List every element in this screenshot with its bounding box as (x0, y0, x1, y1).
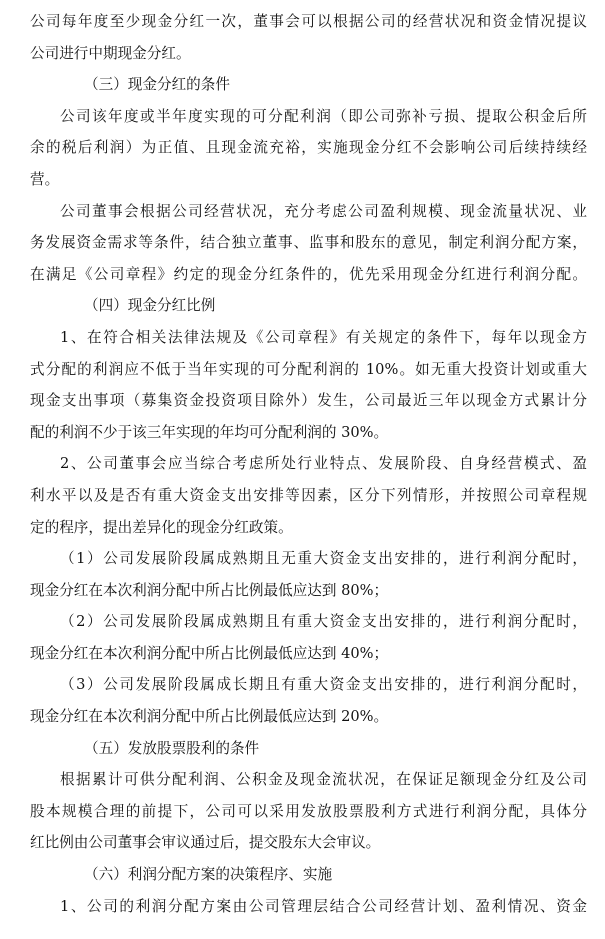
text-line: （1）公司发展阶段属成熟期且无重大资金支出安排的，进行利润分配时， (60, 550, 587, 568)
section-heading: （三）现金分红的条件 (84, 76, 230, 94)
section-heading: （五）发放股票股利的条件 (84, 739, 260, 757)
text-line: 公司该年度或半年度实现的可分配利润（即公司弥补亏损、提取公积金后所 (60, 107, 587, 125)
text-line: 股本规模合理的前提下，公司可以采用发放股票股利方式进行利润分配，具体分 (30, 802, 587, 820)
text-line: 定的程序，提出差异化的现金分红政策。 (30, 518, 293, 536)
section-heading: （六）利润分配方案的决策程序、实施 (84, 866, 333, 884)
text-line: 公司进行中期现金分红。 (30, 44, 191, 62)
text-line: 红比例由公司董事会审议通过后，提交股东大会审议。 (30, 834, 381, 852)
text-line: （2）公司发展阶段属成熟期且有重大资金支出安排的，进行利润分配时， (60, 613, 587, 631)
text-line: （3）公司发展阶段属成长期且有重大资金支出安排的，进行利润分配时， (60, 676, 587, 694)
text-line: 根据累计可供分配利润、公积金及现金流状况，在保证足额现金分红及公司 (60, 771, 587, 789)
text-line: 余的税后利润）为正值、且现金流充裕，实施现金分红不会影响公司后续持续经 (30, 139, 587, 157)
section-heading: （四）现金分红比例 (84, 297, 216, 315)
text-line: 1、公司的利润分配方案由公司管理层结合公司经营计划、盈利情况、资金 (60, 897, 587, 915)
text-line: 式分配的利润应不低于当年实现的可分配利润的 10%。如无重大投资计划或重大 (30, 360, 587, 378)
text-line: 1、在符合相关法律法规及《公司章程》有关规定的条件下，每年以现金方 (60, 328, 587, 346)
text-line: 现金支出事项（募集资金投资项目除外）发生，公司最近三年以现金方式累计分 (30, 392, 587, 410)
text-line: 在满足《公司章程》约定的现金分红条件的，优先采用现金分红进行利润分配。 (30, 265, 587, 283)
text-line: 配的利润不少于该三年实现的年均可分配利润的 30%。 (30, 423, 389, 441)
text-line: 2、公司董事会应当综合考虑所处行业特点、发展阶段、自身经营模式、盈 (60, 455, 587, 473)
text-line: 务发展资金需求等条件，结合独立董事、监事和股东的意见，制定利润分配方案， (30, 234, 587, 252)
text-line: 现金分红在本次利润分配中所占比例最低应达到 20%。 (30, 708, 389, 726)
text-line: 营。 (30, 170, 60, 188)
text-line: 利水平以及是否有重大资金支出安排等因素，区分下列情形，并按照公司章程规 (30, 486, 587, 504)
text-line: 现金分红在本次利润分配中所占比例最低应达到 80%； (30, 581, 389, 599)
text-line: 公司每年度至少现金分红一次，董事会可以根据公司的经营状况和资金情况提议 (30, 13, 587, 30)
text-line: 现金分红在本次利润分配中所占比例最低应达到 40%； (30, 644, 389, 662)
text-line: 公司董事会根据公司经营状况，充分考虑公司盈利规模、现金流量状况、业 (60, 202, 587, 220)
